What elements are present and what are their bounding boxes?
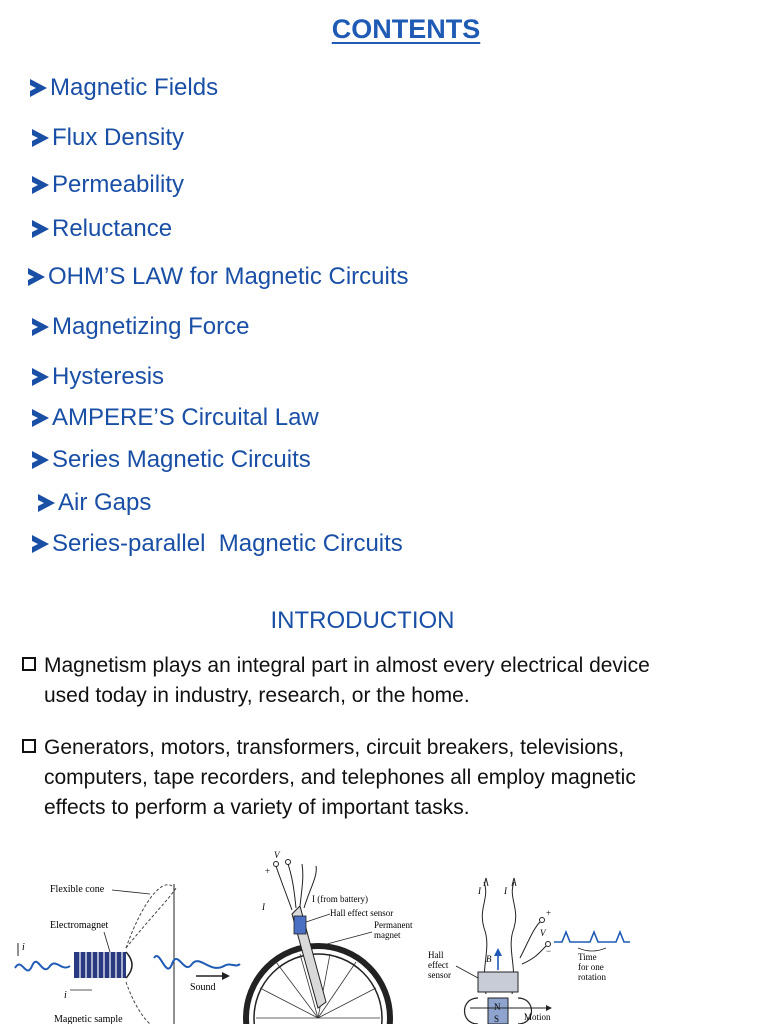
contents-item-label: AMPERE’S Circuital Law	[52, 404, 319, 431]
b-field-label: B	[486, 954, 492, 964]
arrow-bullet-icon	[32, 535, 49, 553]
sound-label: Sound	[190, 982, 216, 993]
arrow-bullet-icon	[30, 79, 47, 97]
contents-item	[32, 530, 403, 558]
current-label: I	[504, 886, 507, 896]
current-label: i	[64, 990, 67, 1001]
plus-label: +	[265, 866, 271, 876]
contents-item-label: Magnetizing Force	[52, 313, 250, 340]
intro-paragraph	[44, 651, 764, 711]
figures-row	[0, 848, 768, 1024]
current-label: i	[22, 942, 25, 953]
paragraph-line: computers, tape recorders, and telephones all employ magnetic	[44, 766, 636, 789]
arrow-bullet-icon	[32, 451, 49, 469]
arrow-up-icon	[494, 948, 502, 956]
from-battery-label: I (from battery)	[312, 894, 368, 904]
permanent-magnet-label-2: magnet	[374, 930, 401, 940]
contents-item-label: Permeability	[52, 171, 185, 198]
hall-sensor-figure	[428, 878, 630, 1024]
vh-label: V	[540, 928, 546, 938]
magnetic-sample-label: Magnetic sample	[54, 1014, 123, 1024]
checkbox-bullet-icon	[22, 657, 36, 671]
hall-sensor	[294, 916, 306, 934]
contents-item	[32, 313, 249, 341]
bicycle-wheel-figure	[246, 850, 413, 1024]
vh-label: V	[274, 850, 280, 860]
contents-item	[32, 363, 164, 391]
checkbox-bullet-icon	[22, 739, 36, 753]
paragraph-line: Magnetism plays an integral part in almost every electrical device	[44, 654, 650, 677]
paragraph-line: effects to perform a variety of important tasks.	[44, 796, 470, 819]
contents-item	[32, 124, 184, 152]
contents-item	[28, 263, 409, 291]
arrow-bullet-icon	[32, 220, 49, 238]
contents-item-label: Magnetic Fields	[50, 74, 219, 101]
arrow-bullet-icon	[38, 494, 55, 512]
paragraph-line: used today in industry, research, or the home.	[44, 684, 470, 707]
contents-item-label: Series-parallel Magnetic Circuits	[52, 530, 403, 557]
sound-wave	[154, 956, 240, 969]
contents-item-label: Air Gaps	[58, 489, 152, 516]
current-label: I	[478, 886, 481, 896]
introduction-heading: INTRODUCTION	[270, 607, 455, 634]
permanent-magnet-label-1: Permanent	[374, 920, 413, 930]
hall-sensor-label: Hall effect sensor	[330, 908, 394, 918]
intro-paragraph	[44, 733, 764, 823]
arrow-bullet-icon	[28, 268, 45, 286]
contents-item	[32, 404, 319, 432]
contents-item-label: Hysteresis	[52, 363, 165, 390]
electromagnet-coil	[74, 952, 126, 978]
contents-item	[32, 215, 172, 243]
page-title: CONTENTS	[331, 14, 481, 44]
hall-label-1: Hall	[428, 950, 444, 960]
paragraph-line: Generators, motors, transformers, circuit breakers, televisions,	[44, 736, 625, 759]
electromagnet-label: Electromagnet	[50, 920, 109, 931]
hall-label-3: sensor	[428, 970, 451, 980]
contents-item	[30, 74, 218, 102]
arrow-right-icon	[222, 972, 230, 980]
hall-label-2: effect	[428, 960, 449, 970]
north-label: N	[494, 1002, 501, 1012]
arrow-bullet-icon	[32, 318, 49, 336]
plus-label: +	[546, 908, 552, 918]
current-label: I	[262, 902, 265, 912]
minus-label: −	[546, 946, 552, 956]
contents-item-label: Flux Density	[52, 124, 185, 151]
contents-item	[32, 171, 184, 199]
motion-label: Motion	[524, 1012, 551, 1022]
contents-item	[38, 489, 151, 517]
hall-element	[478, 972, 518, 992]
south-label: S	[494, 1014, 500, 1024]
contents-item-label: Reluctance	[52, 215, 173, 242]
time-label-1: Time	[578, 952, 597, 962]
signal-wave	[15, 962, 70, 971]
flexible-cone-label: Flexible cone	[50, 884, 105, 895]
contents-item	[32, 446, 311, 474]
arrow-bullet-icon	[32, 176, 49, 194]
arrow-bullet-icon	[32, 368, 49, 386]
speaker-figure	[15, 884, 240, 1024]
time-label-3: rotation	[578, 972, 606, 982]
arrow-bullet-icon	[32, 409, 49, 427]
contents-item-label: OHM’S LAW for Magnetic Circuits	[48, 263, 409, 290]
time-label-2: for one	[578, 962, 604, 972]
pulse-waveform	[554, 932, 630, 942]
contents-item-label: Series Magnetic Circuits	[52, 446, 311, 473]
arrow-bullet-icon	[32, 129, 49, 147]
